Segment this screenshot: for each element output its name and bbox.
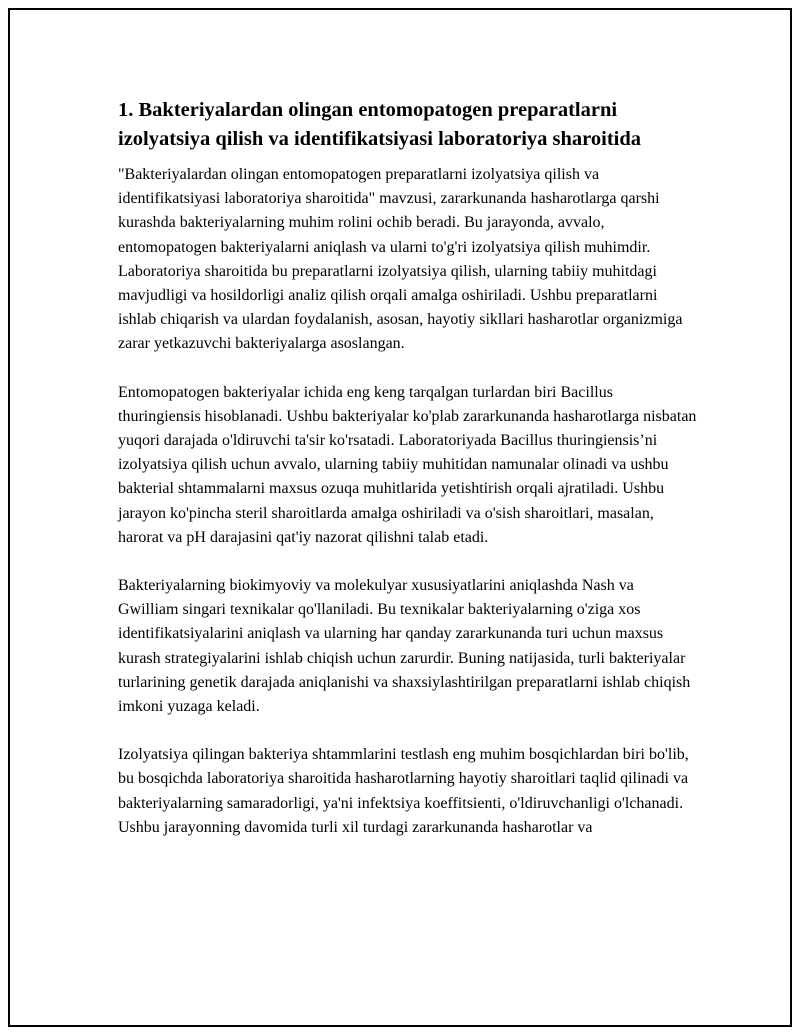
paragraph-4: Izolyatsiya qilingan bakteriya shtammlarini testlash eng muhim bosqichlardan biri bo'lib, bu bosqichda laboratoriya sharoitida hasharotlarning hayotiy sharoitlari taqlid qilinadi va bakteriyalarning samaradorligi, ya'ni infektsiya koeffitsienti, o'ldiruvchanligi o'lchanadi. Ushbu jarayonning davomida turli xil turdagi zararkunanda hasharotlar va: [118, 746, 689, 836]
section-heading: 1. Bakteriyalardan olingan entomopatogen preparatlarni izolyatsiya qilish va identifikatsiyasi laboratoriya sharoitida: [118, 99, 641, 150]
page-frame: [8, 8, 792, 1027]
document-body: [118, 96, 698, 864]
paragraph-2: Entomopatogen bakteriyalar ichida eng keng tarqalgan turlardan biri Bacillus thuringiensis hisoblanadi. Ushbu bakteriyalar ko'plab zararkunanda hasharotlarga nisbatan yuqori darajada o'ldiruvchi ta'sir ko'rsatadi. Laboratoriyada Bacillus thuringiensis’ni izolyatsiya qilish uchun avvalo, ularning tabiiy muhitidan namunalar olinadi va ushbu bakterial shtammalarni maxsus ozuqa muhitlarida yetishtirish orqali ajratiladi. Ushbu jarayon ko'pincha steril sharoitlarda amalga oshiriladi va o'sish sharoitlari, masalan, harorat va pH darajasini qat'iy nazorat qilishni talab etadi.: [118, 383, 697, 546]
paragraph-1: "Bakteriyalardan olingan entomopatogen preparatlarni izolyatsiya qilish va identifikatsiyasi laboratoriya sharoitida" mavzusi, zararkunanda hasharotlarga qarshi kurashda bakteriyalarning muhim rolini ochib beradi. Bu jarayonda, avvalo, entomopatogen bakteriyalarni aniqlash va ularni to'g'ri izolyatsiya qilish muhimdir. Laboratoriya sharoitida bu preparatlarni izolyatsiya qilish, ularning tabiiy muhitdagi mavjudligi va hosildorligi analiz qilish orqali amalga oshiriladi. Ushbu preparatlarni ishlab chiqarish va ulardan foydalanish, asosan, hayotiy sikllari hasharotlar organizmiga zarar yetkazuvchi bakteriyalarga asoslangan.: [118, 166, 683, 353]
paragraph-3: Bakteriyalarning biokimyoviy va molekulyar xususiyatlarini aniqlashda Nash va Gwilliam singari texnikalar qo'llaniladi. Bu texnikalar bakteriyalarning o'ziga xos identifikatsiyalarini aniqlash va ularning har qanday zararkunanda turi uchun maxsus kurash strategiyalarini ishlab chiqish uchun zarurdir. Buning natijasida, turli bakteriyalar turlarining genetik darajada aniqlanishi va shaxsiylashtirilgan preparatlarni ishlab chiqish imkoni yuzaga keladi.: [118, 577, 691, 716]
